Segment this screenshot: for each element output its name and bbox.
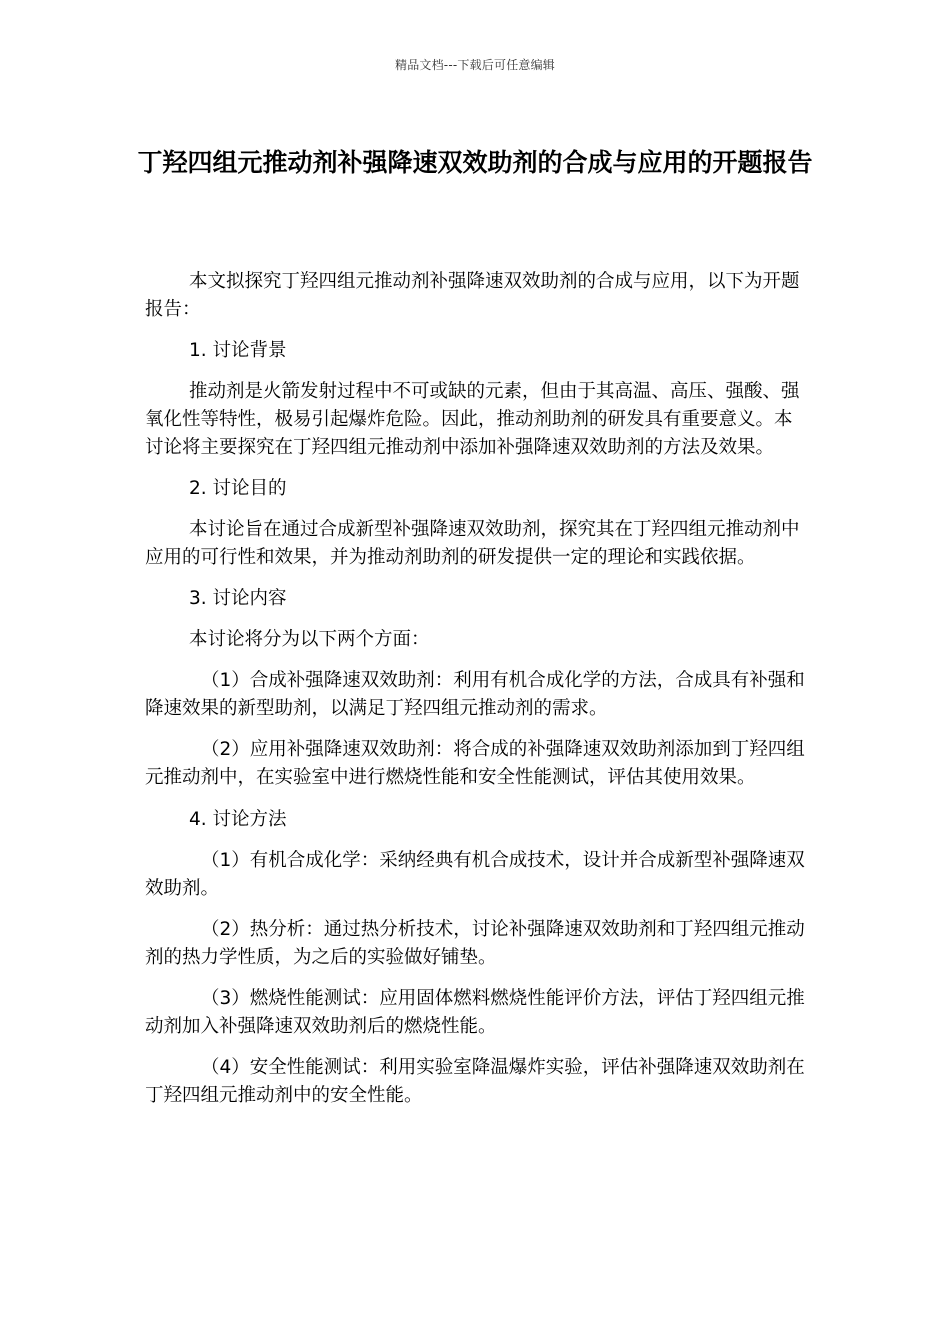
- list-item-method-2: （2）热分析：通过热分析技术，讨论补强降速双效助剂和丁羟四组元推动剂的热力学性质，为之后的实验做好铺垫。: [145, 919, 805, 968]
- document-body: [145, 268, 805, 1110]
- header-note: 精品文档---下载后可任意编辑: [395, 58, 555, 72]
- list-item-method-1: （1）有机合成化学：采纳经典有机合成技术，设计并合成新型补强降速双效助剂。: [145, 850, 805, 899]
- section-heading-background: 1. 讨论背景: [189, 340, 287, 361]
- paragraph-background: 推动剂是火箭发射过程中不可或缺的元素，但由于其高温、高压、强酸、强氧化性等特性，极易引起爆炸危险。因此，推动剂助剂的研发具有重要意义。本讨论将主要探究在丁羟四组元推动剂中添加补强降速双效助剂的方法及效果。: [145, 381, 800, 458]
- section-heading-methods: 4. 讨论方法: [189, 809, 287, 830]
- section-heading-content: 3. 讨论内容: [189, 588, 287, 609]
- document-title: 丁羟四组元推动剂补强降速双效助剂的合成与应用的开题报告: [137, 148, 813, 177]
- intro-paragraph: 本文拟探究丁羟四组元推动剂补强降速双效助剂的合成与应用，以下为开题报告：: [145, 271, 800, 320]
- paragraph-purpose: 本讨论旨在通过合成新型补强降速双效助剂，探究其在丁羟四组元推动剂中应用的可行性和效果，并为推动剂助剂的研发提供一定的理论和实践依据。: [145, 519, 800, 568]
- list-item-content-2: （2）应用补强降速双效助剂：将合成的补强降速双效助剂添加到丁羟四组元推动剂中，在实验室中进行燃烧性能和安全性能测试，评估其使用效果。: [145, 739, 805, 788]
- section-heading-purpose: 2. 讨论目的: [189, 478, 287, 499]
- paragraph-content-intro: 本讨论将分为以下两个方面：: [189, 629, 430, 650]
- list-item-method-3: （3）燃烧性能测试：应用固体燃料燃烧性能评价方法，评估丁羟四组元推动剂加入补强降速双效助剂后的燃烧性能。: [145, 988, 805, 1037]
- list-item-method-4: （4）安全性能测试：利用实验室降温爆炸实验，评估补强降速双效助剂在丁羟四组元推动剂中的安全性能。: [145, 1057, 805, 1106]
- list-item-content-1: （1）合成补强降速双效助剂：利用有机合成化学的方法，合成具有补强和降速效果的新型助剂，以满足丁羟四组元推动剂的需求。: [145, 670, 805, 719]
